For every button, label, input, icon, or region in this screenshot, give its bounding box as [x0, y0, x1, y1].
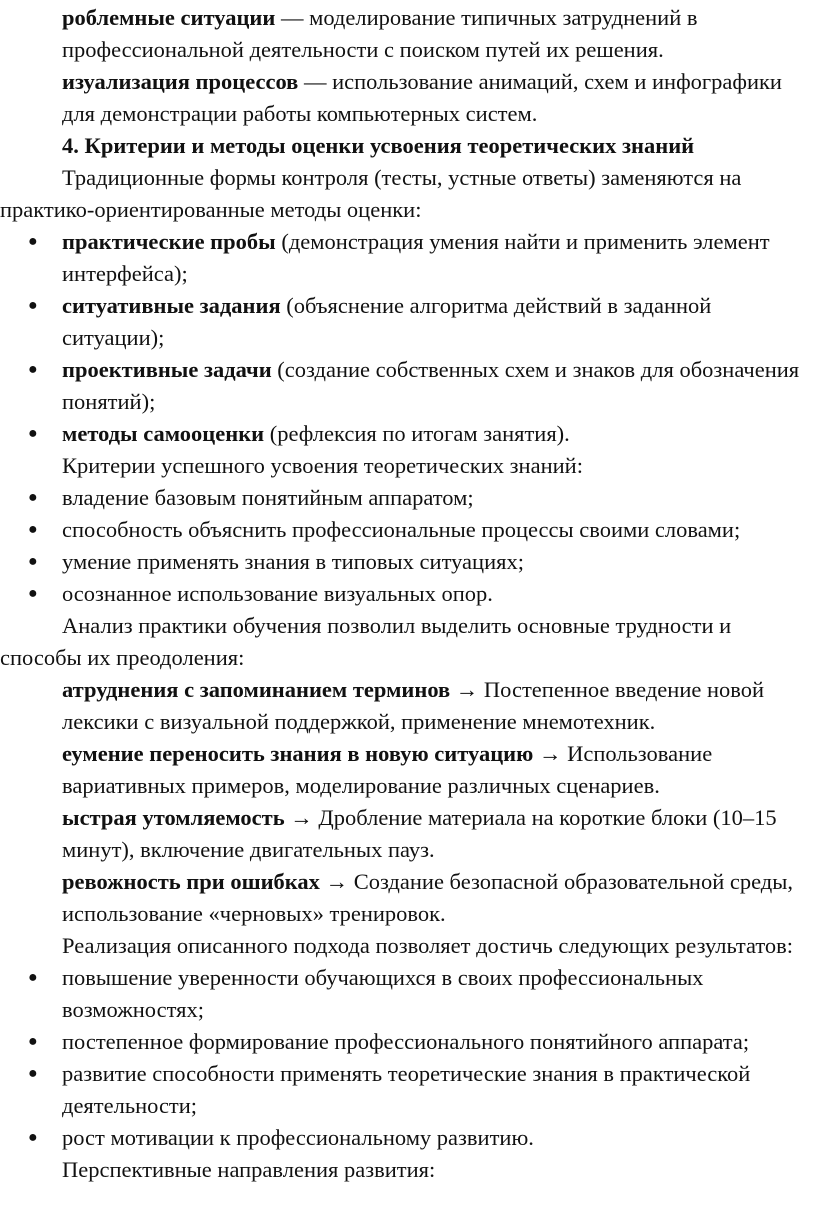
term-separator: — [275, 5, 310, 30]
term-description: Дробление материала на короткие блоки (10–15 минут), включение двигательных пауз. [62, 805, 777, 862]
list-item [0, 418, 816, 450]
difficulty-transfer [0, 738, 816, 802]
term-title: изуализация процессов [62, 69, 299, 94]
arrow-icon: → [284, 805, 319, 830]
bullet-icon: ● [28, 297, 38, 314]
difficulty-fatigue [0, 802, 816, 866]
arrow-icon: → [533, 741, 568, 766]
list-item-text: повышение уверенности обучающихся в своих профессиональных возможностях; [62, 965, 704, 1022]
list-item [0, 354, 816, 418]
list-item [0, 514, 816, 546]
paragraph-criteria-intro: Критерии успешного усвоения теоретических знаний: [62, 453, 583, 478]
bullet-icon: ● [28, 233, 38, 250]
list-item [0, 1058, 816, 1122]
bullet-icon: ● [28, 1129, 38, 1146]
list-item-title: практические пробы [62, 229, 276, 254]
term-description: использование анимаций, схем и инфографики для демонстрации работы компьютерных систем. [62, 69, 782, 126]
list-item-text: осознанное использование визуальных опор. [62, 581, 493, 606]
term-title: еумение переносить знания в новую ситуацию [62, 741, 534, 766]
bullet-icon: ● [28, 425, 38, 442]
list-item-title: методы самооценки [62, 421, 265, 446]
list-item-title: проективные задачи [62, 357, 272, 382]
difficulty-anxiety [0, 866, 816, 930]
list-item [0, 290, 816, 354]
list-item-text: умение применять знания в типовых ситуациях; [62, 549, 524, 574]
term-description: Создание безопасной образовательной среды, использование «черновых» тренировок. [62, 869, 793, 926]
paragraph-analysis: Анализ практики обучения позволил выделить основные трудности и способы их преодоления: [0, 613, 732, 670]
list-item [0, 226, 816, 290]
bullet-icon: ● [28, 969, 38, 986]
list-item-text: (демонстрация умения найти и применить элемент интерфейса); [62, 229, 770, 286]
list-item-text: (создание собственных схем и знаков для обозначения понятий); [62, 357, 800, 414]
bullet-icon: ● [28, 553, 38, 570]
list-item [0, 1122, 816, 1154]
term-title: атруднения с запоминанием терминов [62, 677, 451, 702]
list-item [0, 578, 816, 610]
list-item [0, 546, 816, 578]
list-item-text: развитие способности применять теоретические знания в практической деятельности; [62, 1061, 751, 1118]
bullet-icon: ● [28, 361, 38, 378]
list-item-text: (рефлексия по итогам занятия). [264, 421, 570, 446]
term-separator: — [298, 69, 333, 94]
term-title: роблемные ситуации [62, 5, 276, 30]
term-problem-situations [0, 2, 816, 66]
term-description: Использование вариативных примеров, моделирование различных сценариев. [62, 741, 713, 798]
list-item [0, 1026, 816, 1058]
section-heading-text: 4. Критерии и методы оценки усвоения теоретических знаний [62, 133, 695, 158]
arrow-icon: → [319, 869, 354, 894]
term-title: ревожность при ошибках [62, 869, 320, 894]
list-item-title: ситуативные задания [62, 293, 281, 318]
bullet-icon: ● [28, 1065, 38, 1082]
difficulty-terms [0, 674, 816, 738]
paragraph-results: Реализация описанного подхода позволяет достичь следующих результатов: [62, 933, 794, 958]
bullet-icon: ● [28, 1033, 38, 1050]
arrow-icon: → [450, 677, 484, 702]
paragraph-perspectives: Перспективные направления развития: [62, 1157, 436, 1182]
bullet-icon: ● [28, 585, 38, 602]
term-description: Постепенное введение новой лексики с визуальной поддержкой, применение мнемотехник. [62, 677, 765, 734]
document-body [0, 2, 816, 1186]
paragraph-control-forms: Традиционные формы контроля (тесты, устные ответы) заменяются на практико-ориентированные методы оценки: [0, 165, 742, 222]
list-item-text: способность объяснить профессиональные процессы своими словами; [62, 517, 741, 542]
list-item-text: владение базовым понятийным аппаратом; [62, 485, 474, 510]
term-visualization [0, 66, 816, 130]
list-item-text: постепенное формирование профессионального понятийного аппарата; [62, 1029, 750, 1054]
list-item-text: рост мотивации к профессиональному развитию. [62, 1125, 534, 1150]
bullet-icon: ● [28, 489, 38, 506]
term-title: ыстрая утомляемость [62, 805, 285, 830]
term-description: моделирование типичных затруднений в профессиональной деятельности с поиском путей их решения. [62, 5, 698, 62]
bullet-icon: ● [28, 521, 38, 538]
section-heading [0, 130, 816, 162]
list-item [0, 962, 816, 1026]
list-item [0, 482, 816, 514]
list-item-text: (объяснение алгоритма действий в заданной ситуации); [62, 293, 712, 350]
